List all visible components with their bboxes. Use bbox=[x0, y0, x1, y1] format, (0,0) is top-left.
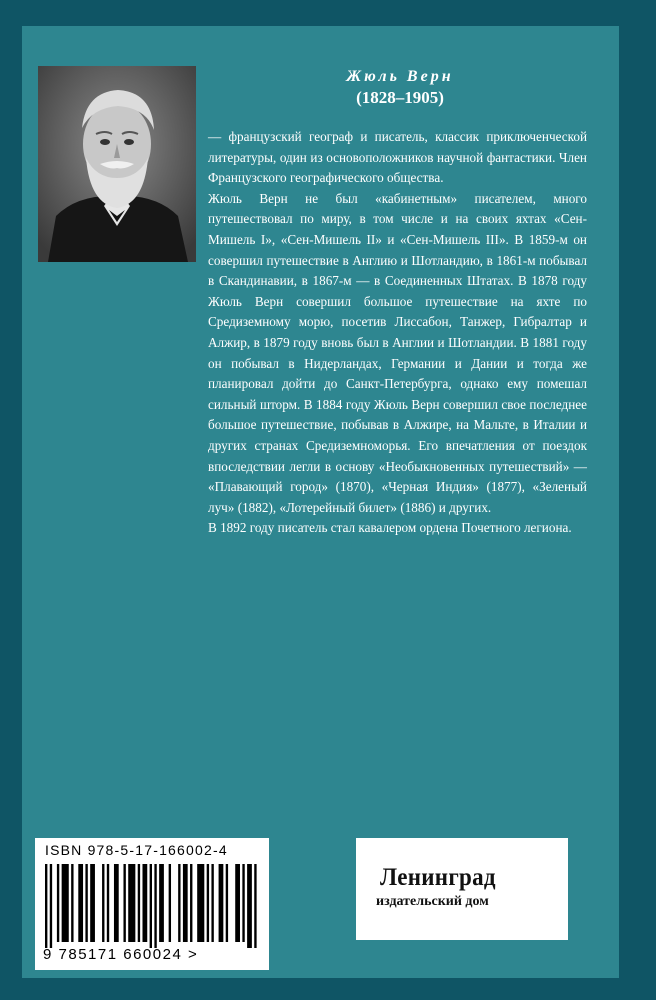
publisher-subtitle: издательский дом bbox=[376, 894, 489, 909]
barcode-bar bbox=[242, 864, 244, 942]
barcode-bar bbox=[45, 864, 47, 948]
bio-paragraph-1: — французский географ и писатель, классик приключенческой литературы, один из основоположников научной фантастики. Член Французского географического общества. bbox=[208, 129, 587, 186]
barcode-bar bbox=[154, 864, 156, 948]
bio-paragraph-2: Жюль Верн не был «кабинетным» писателем, много путешествовал по миру, в том числе и на своих яхтах «Сен-Мишель I», «Сен-Мишель II» и «Сен-Мишель III». В 1859-м он совершил путешествие в Англию и Шотландию, в 1861-м побывал в Скандинавии, в 1867-м — в Соединенных Штатах. В 1878 году Жюль Верн совершил большое путешествие на яхте по Средиземному морю, посетив Лиссабон, Танжер, Гибралтар и Алжир, в 1879 году вновь был в Англии и Шотландии. В 1881 году он побывал в Нидерландах, Германии и Дании и тогда же планировал дойти до Санкт-Петербурга, однако ему помешал сильный шторм. В 1884 году Жюль Верн совершил свое последнее большое путешествие, побывав в Алжире, на Мальте, в Италии и других странах Средиземноморья. Его впечатления от поездок впоследствии легли в основу «Необыкновенных путешествий» — «Плавающий город» (1870), «Черная Индия» (1877), «Зеленый луч» (1882), «Лотерейный билет» (1886) и других. bbox=[208, 190, 587, 515]
barcode-bar bbox=[102, 864, 104, 942]
barcode-bar bbox=[254, 864, 256, 948]
barcode-bar bbox=[128, 864, 135, 942]
author-name: Жюль Верн bbox=[346, 68, 454, 85]
barcode-bar bbox=[138, 864, 140, 942]
barcode-bar bbox=[57, 864, 59, 942]
barcode-bar bbox=[107, 864, 109, 942]
barcode-bar bbox=[159, 864, 164, 942]
barcode-bar bbox=[207, 864, 209, 942]
barcode-bar bbox=[114, 864, 119, 942]
barcode-bar bbox=[226, 864, 228, 942]
barcode-bar bbox=[235, 864, 240, 942]
barcode-bar bbox=[183, 864, 188, 942]
barcode-bar bbox=[78, 864, 83, 942]
barcode-bar bbox=[71, 864, 73, 942]
author-biography bbox=[208, 127, 587, 539]
barcode-digits: 9 785171 660024 > bbox=[43, 946, 199, 963]
publisher-name: Ленинград bbox=[380, 864, 496, 891]
barcode-bar bbox=[90, 864, 95, 942]
barcode-bar bbox=[85, 864, 87, 942]
barcode-bar bbox=[123, 864, 125, 942]
author-portrait-image bbox=[38, 66, 196, 262]
author-years: (1828–1905) bbox=[356, 88, 444, 107]
barcode-bar bbox=[247, 864, 252, 948]
barcode-icon bbox=[45, 864, 259, 948]
barcode-bar bbox=[219, 864, 224, 942]
barcode-bar bbox=[178, 864, 180, 942]
barcode-bar bbox=[190, 864, 192, 942]
author-portrait bbox=[38, 66, 196, 262]
publisher-logo bbox=[356, 838, 568, 940]
barcode-bar bbox=[62, 864, 69, 942]
isbn-label: ISBN 978-5-17-166002-4 bbox=[45, 842, 228, 858]
barcode-bar bbox=[142, 864, 147, 942]
barcode-bar bbox=[211, 864, 213, 942]
bio-paragraph-3: В 1892 году писатель стал кавалером ордена Почетного легиона. bbox=[208, 520, 572, 536]
isbn-barcode-box bbox=[35, 838, 269, 970]
barcode-bar bbox=[150, 864, 152, 948]
barcode-bar bbox=[169, 864, 171, 942]
barcode-bar bbox=[50, 864, 52, 948]
barcode-bar bbox=[197, 864, 204, 942]
